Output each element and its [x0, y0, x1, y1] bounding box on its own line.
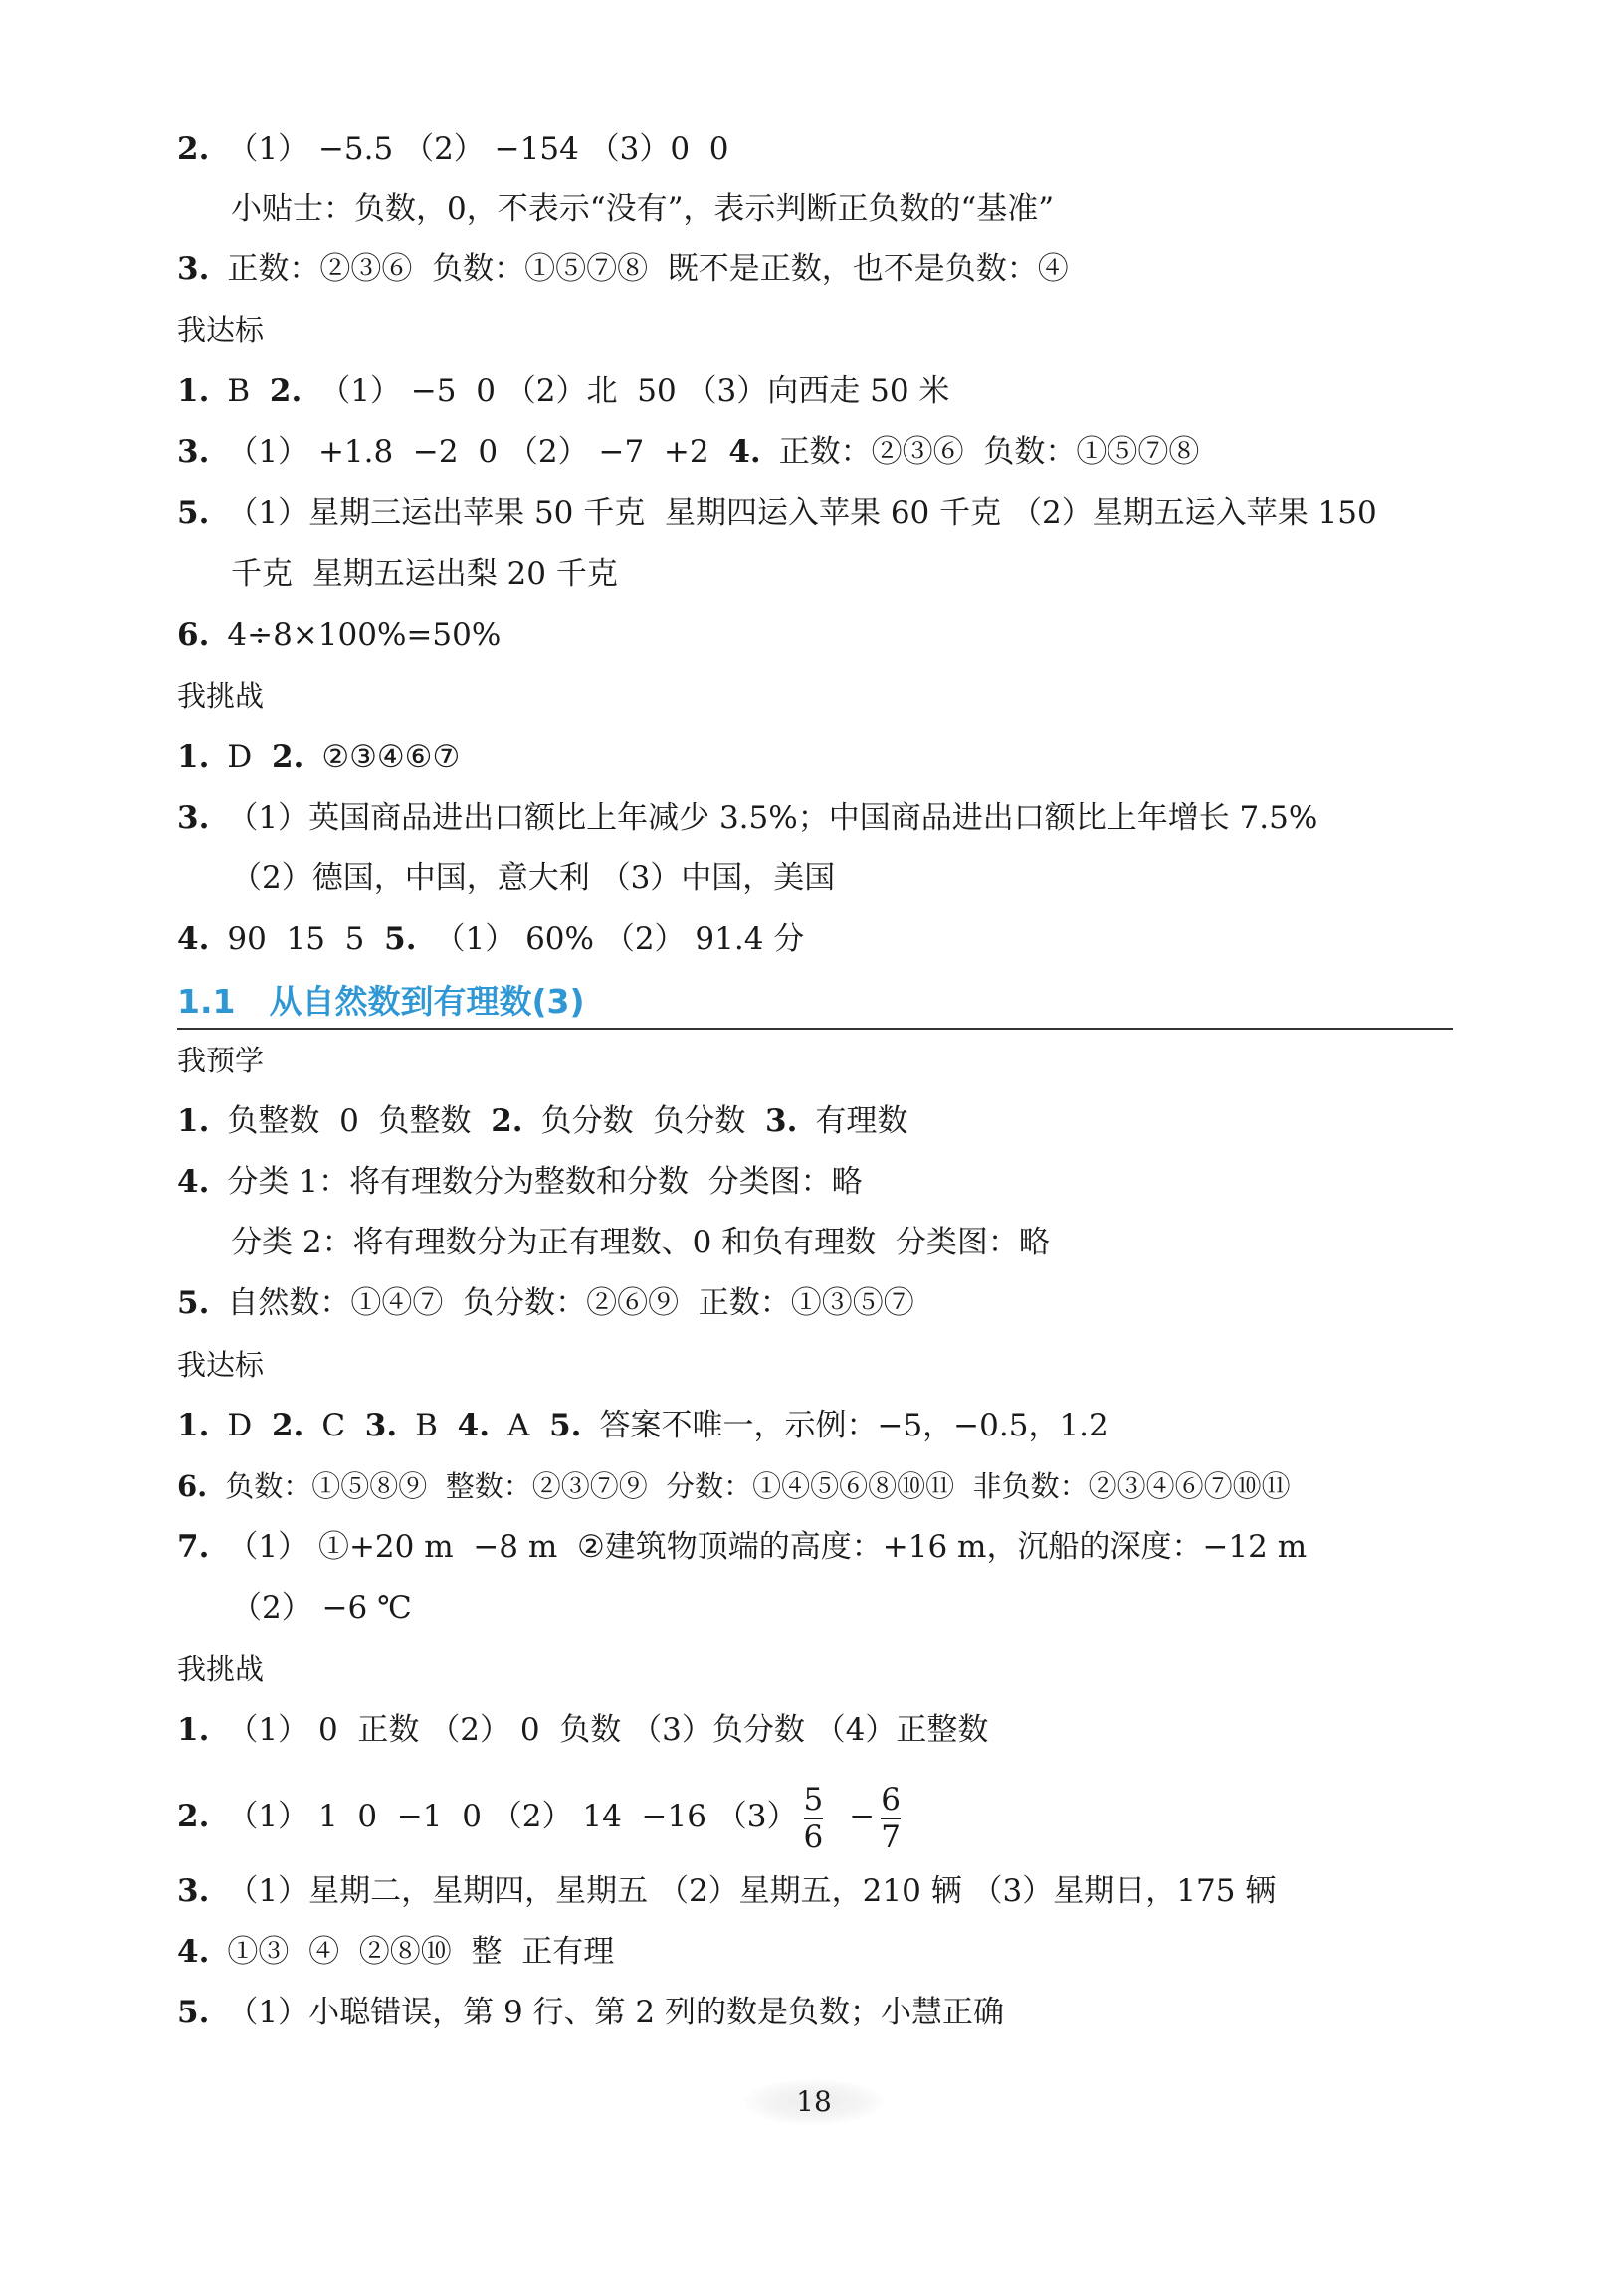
- subsection-label-text: 我挑战: [177, 679, 265, 713]
- answer-line: [177, 1527, 1307, 1567]
- answer-text: （1） −5.5 （2） −154 （3）0 0: [227, 131, 729, 167]
- item-number: 2.: [269, 373, 302, 409]
- answer-text: B: [415, 1408, 458, 1443]
- item-number: 4.: [177, 921, 210, 957]
- answer-text: （1） 60% （2） 91.4 分: [434, 921, 805, 957]
- section-title: 从自然数到有理数(3): [269, 982, 585, 1021]
- subsection-label-text: 我达标: [177, 313, 265, 347]
- answer-text: （2）德国，中国，意大利 （3）中国，美国: [231, 861, 836, 896]
- answer-text: ①③ ④ ②⑧⑩ 整 正有理: [227, 1934, 615, 1970]
- subsection-label: [177, 1041, 264, 1080]
- answer-line: [177, 1932, 614, 1972]
- answer-text: ②③④⑥⑦: [321, 739, 461, 775]
- answer-continuation: [231, 1588, 412, 1627]
- item-number: 4.: [177, 1164, 210, 1200]
- section-heading: [177, 976, 585, 1023]
- item-number: 4.: [728, 434, 761, 470]
- item-number: 5.: [384, 921, 417, 957]
- answer-text: 4÷8×100%=50%: [227, 617, 502, 653]
- answer-text: 答案不唯一，示例：−5，−0.5，1.2: [599, 1408, 1108, 1443]
- section-number: 1.1: [177, 982, 236, 1021]
- item-number: 1.: [177, 1712, 210, 1748]
- subsection-label: [177, 676, 264, 716]
- fraction: [881, 1782, 901, 1855]
- fraction-denominator: 7: [881, 1818, 901, 1855]
- answer-text: B: [227, 373, 270, 409]
- subsection-label-text: 我预学: [177, 1044, 265, 1077]
- fraction-numerator: 6: [881, 1781, 901, 1818]
- answer-line: [177, 1406, 1108, 1445]
- answer-line: [177, 249, 1069, 288]
- answer-text: C: [321, 1408, 365, 1443]
- item-number: 4.: [457, 1408, 490, 1443]
- item-number: 5.: [177, 495, 210, 531]
- item-number: 3.: [177, 434, 210, 470]
- answer-text: 正数：②③⑥ 负数：①⑤⑦⑧ 既不是正数，也不是负数：④: [227, 251, 1069, 287]
- answer-text: （1） 1 0 −1 0 （2） 14 −16 （3）: [227, 1799, 798, 1834]
- item-number: 3.: [177, 800, 210, 836]
- item-number: 3.: [177, 251, 210, 287]
- item-number: 6.: [177, 617, 210, 653]
- answer-text: A: [507, 1408, 550, 1443]
- answer-continuation: [231, 1223, 1050, 1262]
- answer-line: [177, 432, 1199, 472]
- answer-text: 分类 1：将有理数分为整数和分数 分类图：略: [227, 1164, 863, 1200]
- answer-text: 负整数 0 负整数: [227, 1103, 492, 1139]
- answer-text: 正数：②③⑥ 负数：①⑤⑦⑧: [778, 434, 1200, 470]
- subsection-label-text: 我挑战: [177, 1652, 265, 1686]
- item-number: 3.: [364, 1408, 398, 1443]
- item-number: 3.: [765, 1103, 798, 1139]
- item-number: 5.: [177, 1995, 210, 2030]
- tip-line: [231, 189, 1054, 229]
- answer-text: （1）小聪错误，第 9 行、第 2 列的数是负数；小慧正确: [227, 1995, 1004, 2030]
- fraction-numerator: 5: [803, 1781, 824, 1818]
- item-number: 2.: [271, 1408, 304, 1443]
- item-number: 5.: [177, 1285, 210, 1321]
- answer-text: （1）星期二，星期四，星期五 （2）星期五，210 辆 （3）星期日，175 辆: [227, 1873, 1277, 1909]
- item-number: 6.: [177, 1469, 208, 1503]
- fraction-denominator: 6: [803, 1818, 824, 1855]
- fraction: [804, 1782, 824, 1855]
- item-number: 3.: [177, 1873, 210, 1909]
- answer-continuation: [231, 859, 835, 898]
- answer-text: （1） +1.8 −2 0 （2） −7 +2: [227, 434, 729, 470]
- section-divider: [177, 1028, 1453, 1030]
- item-number: 1.: [177, 1408, 210, 1443]
- answer-text: D: [227, 1408, 272, 1443]
- answer-text: D: [227, 739, 272, 775]
- answer-line: [177, 1162, 863, 1202]
- answer-text: （1）英国商品进出口额比上年减少 3.5%；中国商品进出口额比上年增长 7.5%: [227, 800, 1318, 836]
- answer-continuation: [231, 554, 618, 594]
- answer-line: [177, 798, 1317, 838]
- answer-text: 负数：①⑤⑧⑨ 整数：②③⑦⑨ 分数：①④⑤⑥⑧⑩⑪ 非负数：②③④⑥⑦⑩⑪: [225, 1469, 1291, 1503]
- subsection-label: [177, 310, 264, 350]
- answer-text: （1）星期三运出苹果 50 千克 星期四运入苹果 60 千克 （2）星期五运入苹果 150: [227, 495, 1377, 531]
- tip-text: 小贴士：负数，0，不表示“没有”，表示判断正负数的“基准”: [231, 191, 1055, 227]
- answer-text: （1） 0 正数 （2） 0 负数 （3）负分数 （4）正整数: [227, 1712, 989, 1748]
- item-number: 2.: [177, 131, 210, 167]
- item-number: 2.: [177, 1799, 210, 1834]
- item-number: 4.: [177, 1934, 210, 1970]
- answer-text: 90 15 5: [227, 921, 385, 957]
- negative-sign: −: [849, 1799, 876, 1834]
- answer-line: [177, 1871, 1276, 1911]
- answer-text: （2） −6 ℃: [231, 1590, 412, 1626]
- answer-text: 千克 星期五运出梨 20 千克: [231, 556, 618, 592]
- answer-line: [177, 1101, 907, 1141]
- item-number: 2.: [491, 1103, 523, 1139]
- answer-line: [177, 919, 804, 959]
- answer-line: [177, 737, 460, 777]
- answer-line: [177, 493, 1377, 533]
- item-number: 7.: [177, 1529, 210, 1565]
- answer-text: 负分数 负分数: [540, 1103, 766, 1139]
- item-number: 2.: [271, 739, 304, 775]
- answer-text: （1） ①+20 m −8 m ②建筑物顶端的高度：+16 m，沉船的深度：−12 m: [227, 1529, 1308, 1565]
- answer-text: 分类 2：将有理数分为正有理数、0 和负有理数 分类图：略: [231, 1225, 1050, 1260]
- answer-line: [177, 615, 501, 655]
- answer-line: [177, 1283, 914, 1323]
- answer-line: [177, 129, 729, 169]
- subsection-label: [177, 1345, 264, 1385]
- answer-text: 有理数: [815, 1103, 908, 1139]
- page-number: 18: [744, 2079, 884, 2125]
- subsection-label-text: 我达标: [177, 1348, 265, 1382]
- item-number: 1.: [177, 739, 210, 775]
- answer-line: [177, 1466, 1291, 1506]
- answer-line: [177, 1777, 906, 1856]
- answer-text: （1） −5 0 （2）北 50 （3）向西走 50 米: [319, 373, 950, 409]
- answer-line: [177, 1993, 1004, 2032]
- subsection-label: [177, 1649, 264, 1689]
- answer-line: [177, 1710, 988, 1750]
- item-number: 1.: [177, 1103, 210, 1139]
- item-number: 5.: [549, 1408, 582, 1443]
- answer-text: 自然数：①④⑦ 负分数：②⑥⑨ 正数：①③⑤⑦: [227, 1285, 914, 1321]
- answer-line: [177, 371, 949, 411]
- item-number: 1.: [177, 373, 210, 409]
